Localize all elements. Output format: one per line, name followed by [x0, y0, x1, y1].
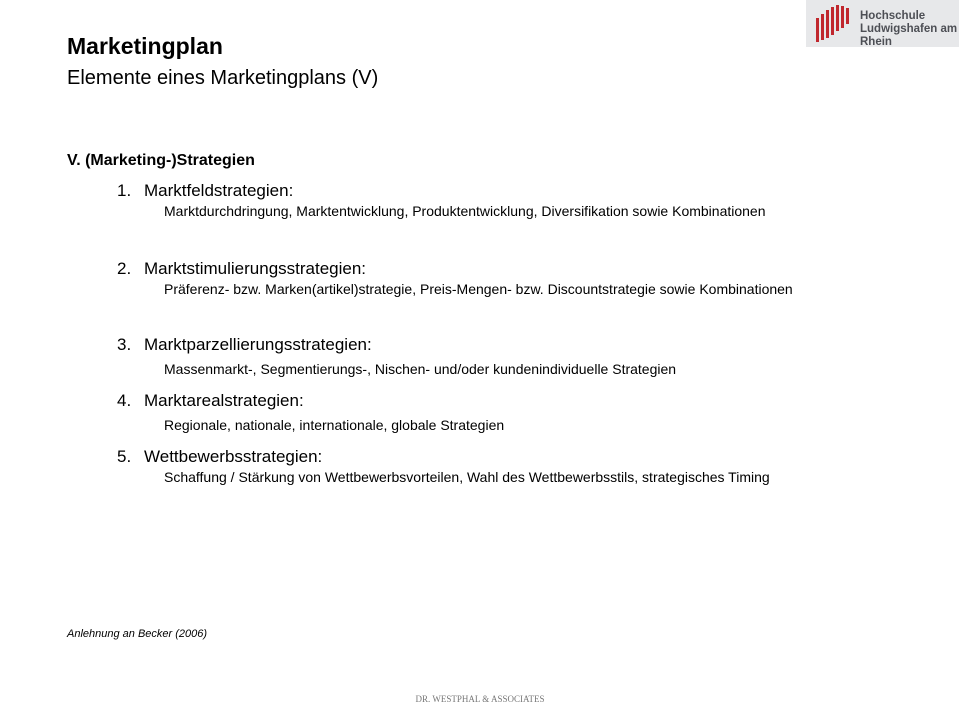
- university-logo-icon: [814, 4, 856, 44]
- section-heading: V. (Marketing-)Strategien: [67, 152, 255, 169]
- item-title: Marktparzellierungsstrategien:: [144, 335, 372, 354]
- item-title: Marktfeldstrategien:: [144, 181, 294, 200]
- item-description: Regionale, nationale, internationale, globale Strategien: [164, 417, 505, 433]
- strategy-item: [117, 259, 897, 299]
- footer-text: DR. WESTPHAL & ASSOCIATES: [415, 694, 545, 704]
- item-number: 2.: [117, 259, 132, 278]
- item-title: Wettbewerbsstrategien:: [144, 447, 323, 466]
- item-description: Marktdurchdringung, Marktentwicklung, Produktentwicklung, Diversifikation sowie Kombinationen: [164, 203, 766, 219]
- item-number: 1.: [117, 181, 132, 200]
- slide-subtitle: Elemente eines Marketingplans (V): [67, 67, 379, 89]
- item-description: Massenmarkt-, Segmentierungs-, Nischen- und/oder kundenindividuelle Strategien: [164, 361, 677, 377]
- item-title: Marktstimulierungsstrategien:: [144, 259, 367, 278]
- item-number: 5.: [117, 447, 132, 466]
- strategy-item: [117, 391, 897, 435]
- item-description: Präferenz- bzw. Marken(artikel)strategie, Preis-Mengen- bzw. Discountstrategie sowie Kombinationen: [164, 281, 793, 297]
- item-number: 3.: [117, 335, 132, 354]
- item-title: Marktarealstrategien:: [144, 391, 304, 410]
- strategy-item: [117, 335, 897, 379]
- strategy-item: [117, 181, 897, 221]
- university-logo: [806, 0, 959, 47]
- item-description: Schaffung / Stärkung von Wettbewerbsvorteilen, Wahl des Wettbewerbsstils, strategisches Timing: [164, 469, 770, 485]
- source-note: Anlehnung an Becker (2006): [67, 628, 208, 640]
- logo-line-2: Ludwigshafen am Rhein: [860, 23, 958, 48]
- logo-line-1: Hochschule: [860, 10, 926, 22]
- strategy-item: [117, 447, 897, 487]
- slide-title: Marketingplan: [67, 33, 223, 59]
- item-number: 4.: [117, 391, 132, 410]
